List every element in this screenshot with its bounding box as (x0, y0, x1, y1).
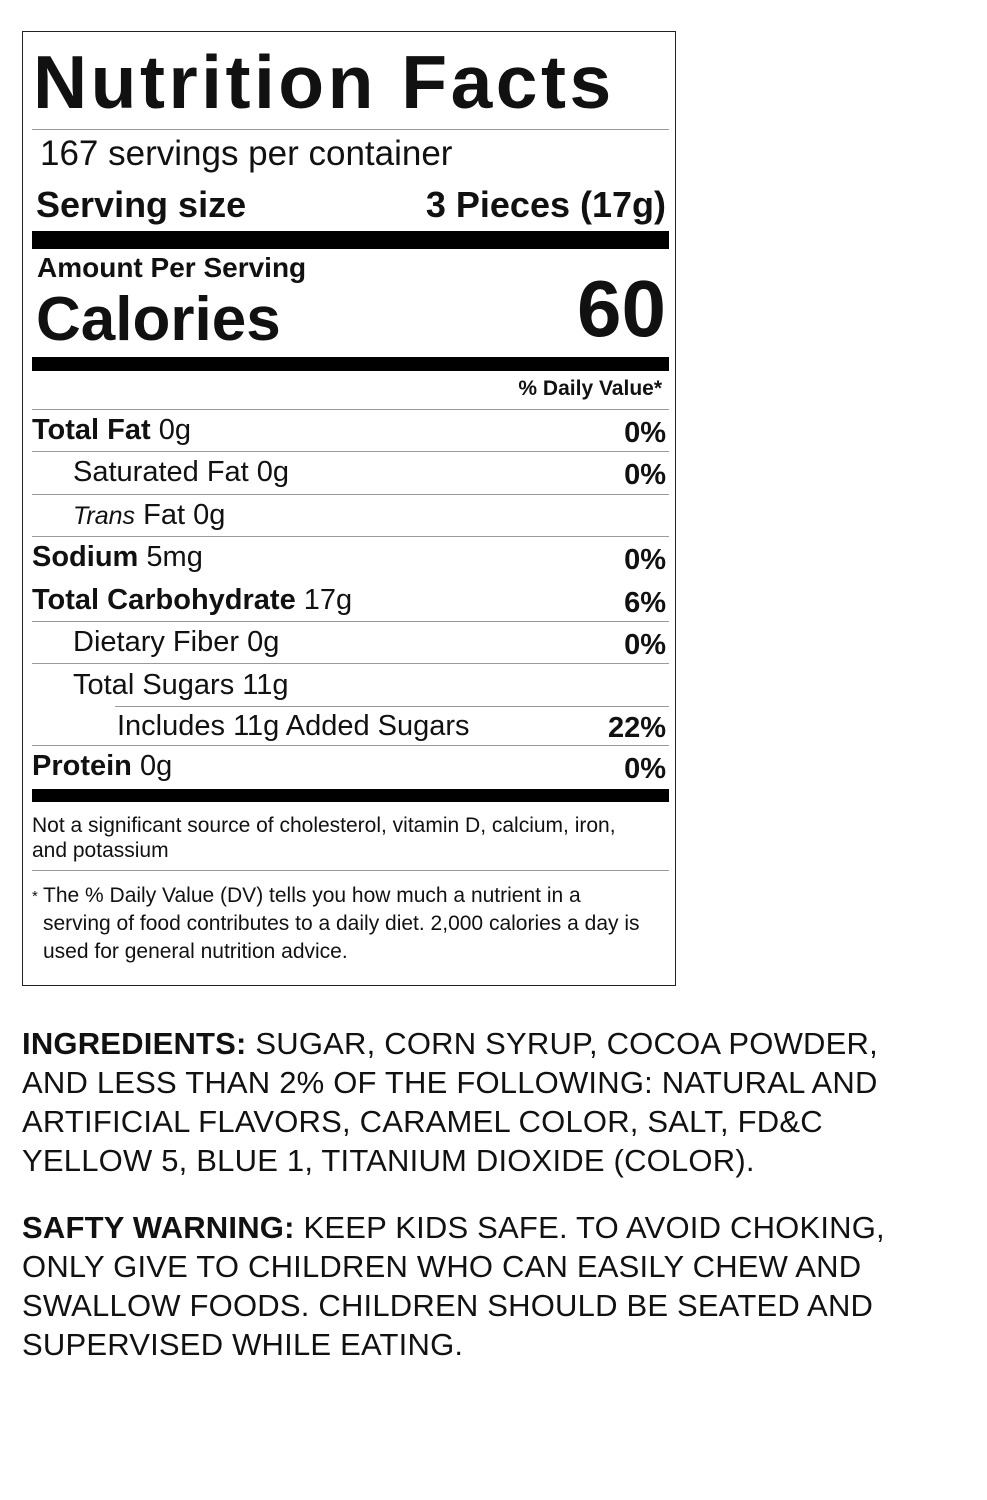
ingredients-text: SUGAR, CORN SYRUP, COCOA POWDER, AND LESS THAN 2% OF THE FOLLOWING: NATURAL AND ARTIFICIAL FLAVORS, CARAMEL COLOR, SALT, FD&C YELLOW 5, BLUE 1, TITANIUM DIOXIDE (COLOR). (22, 1026, 878, 1178)
nutrient-name: Trans (73, 502, 136, 530)
nutrient-row-added-sugars (117, 712, 470, 741)
nutrient-dv: 0% (624, 544, 666, 576)
nutrient-dv: 0% (624, 753, 666, 785)
nutrient-row-sodium (32, 543, 203, 572)
divider (32, 870, 669, 871)
divider (32, 409, 669, 410)
thick-divider (32, 231, 669, 249)
thick-divider (32, 789, 669, 802)
thick-divider (32, 357, 669, 371)
daily-value-header: % Daily Value* (518, 377, 662, 400)
divider (32, 129, 669, 130)
nutrient-row-protein (32, 752, 172, 781)
nutrient-row-total-sugars (73, 671, 289, 700)
nutrient-amount: 0g (247, 626, 280, 658)
divider (32, 536, 669, 537)
nutrient-row-dietary-fiber (73, 628, 279, 657)
nutrient-row-total-fat (32, 416, 191, 445)
nutrient-dv: 0% (624, 459, 666, 491)
servings-per-container: 167 servings per container (40, 134, 453, 173)
footnote (32, 882, 647, 966)
nutrient-amount: Fat 0g (143, 499, 226, 531)
nutrient-dv: 22% (607, 712, 666, 744)
nutrient-dv: 0% (624, 417, 666, 449)
amount-per-serving: Amount Per Serving (37, 252, 307, 283)
nutrient-dv: 0% (624, 629, 666, 661)
ingredients-label: INGREDIENTS: (22, 1026, 247, 1061)
nutrient-amount: 17g (303, 584, 353, 616)
nutrient-dv: 6% (624, 587, 666, 619)
warning-text: KEEP KIDS SAFE. TO AVOID CHOKING, ONLY GIVE TO CHILDREN WHO CAN EASILY CHEW AND SWALLOW FOODS. CHILDREN SHOULD BE SEATED AND SUPERVISED WHILE EATING. (22, 1210, 885, 1362)
nutrient-amount: 0g (158, 414, 192, 446)
calories-value: 60 (577, 264, 666, 353)
nutrient-amount: 11g (242, 669, 289, 701)
nutrient-name: Protein (32, 750, 132, 782)
nutrient-amount: 5mg (146, 541, 203, 573)
divider (32, 451, 669, 452)
nutrient-name: Dietary Fiber (73, 626, 239, 658)
nutrient-name: Total Sugars (73, 669, 235, 701)
nutrition-facts-title: Nutrition Facts (33, 40, 615, 124)
warning-label: SAFTY WARNING: (22, 1210, 295, 1245)
nutrient-amount: 0g (139, 750, 173, 782)
footnote-text: The % Daily Value (DV) tells you how much a nutrient in a serving of food contributes to a daily diet. 2,000 calories a day is used for general nutrition advice. (43, 884, 640, 963)
serving-size-label: Serving size (36, 184, 247, 225)
nutrient-name: Saturated Fat (73, 456, 249, 488)
nutrition-facts-panel (22, 31, 676, 986)
nutrient-amount: 0g (256, 456, 290, 488)
not-significant-source: Not a significant source of cholesterol, vitamin D, calcium, iron, and potassium (32, 814, 616, 862)
nutrient-row-total-carbohydrate (32, 586, 352, 615)
nutrient-row-saturated-fat (73, 458, 289, 487)
calories-label: Calories (36, 285, 281, 354)
nutrient-name: Total Carbohydrate (32, 584, 296, 616)
safety-warning-block (22, 1208, 942, 1364)
nutrient-row-trans-fat (73, 501, 225, 530)
ingredients-block (22, 1024, 942, 1180)
nutrient-name: Includes 11g Added Sugars (117, 710, 470, 742)
divider (115, 706, 669, 707)
nutrient-name: Total Fat (32, 414, 151, 446)
nutrient-name: Sodium (32, 541, 139, 573)
divider (32, 621, 669, 622)
divider (32, 494, 669, 495)
divider (32, 745, 669, 746)
footnote-star: * (32, 888, 38, 905)
divider (32, 663, 669, 664)
serving-size-value: 3 Pieces (17g) (425, 184, 666, 225)
